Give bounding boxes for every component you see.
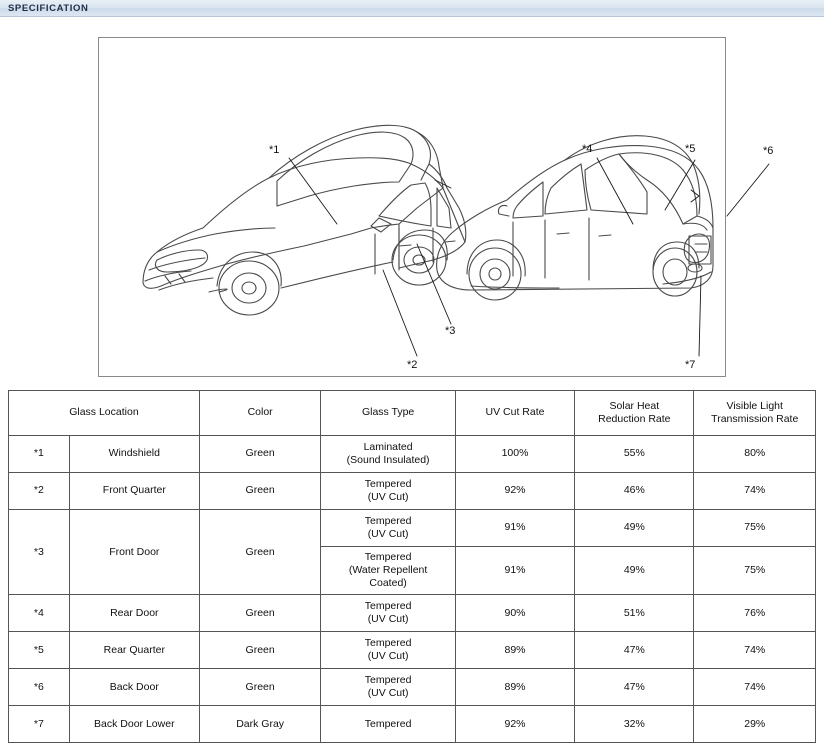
cell-color: Green [199,669,320,706]
vehicle-glass-diagram [98,37,774,377]
callout-label-3: *3 [445,325,456,337]
cell-ref: *2 [9,473,70,510]
glass-type-line1: Tempered [364,600,412,613]
table-row [9,669,816,706]
cell-uv-cut-rate: 92% [455,706,574,743]
cell-location: Rear Door [69,595,199,632]
column-header-uv-cut-rate: UV Cut Rate [455,391,574,436]
rear-door-glass [545,164,587,214]
callout-label-1: *1 [269,144,280,156]
cell-solar-heat-reduction-rate: 47% [575,669,694,706]
cell-location: Windshield [69,436,199,473]
page-title: SPECIFICATION [8,2,89,14]
glass-type-line2: (Sound Insulated) [346,454,430,466]
glass-type-line1: Tempered [364,514,412,527]
cell-location: Back Door [69,669,199,706]
cell-glass-type [321,547,456,595]
glass-specification-table [8,390,816,743]
glass-type-line3: Coated) [369,577,407,590]
cell-uv-cut-rate: 100% [455,436,574,473]
callout-label-4: *4 [582,143,593,155]
column-header-glass-type: Glass Type [321,391,456,436]
cell-color: Green [199,436,320,473]
column-header-glass-location: Glass Location [9,391,200,436]
callout-label-6: *6 [763,145,774,157]
front-wheel-left-car [219,261,279,315]
cell-ref: *3 [9,510,70,595]
front-door-glass [379,183,431,226]
table-row [9,595,816,632]
cell-solar-heat-reduction-rate: 47% [575,632,694,669]
visible-header-line2: Transmission Rate [711,413,799,425]
solar-header-line1: Solar Heat [609,399,660,412]
illustration-container [0,17,824,385]
cell-glass-type [321,510,456,547]
cell-location: Front Quarter [69,473,199,510]
cell-ref: *5 [9,632,70,669]
table-row [9,510,816,547]
cell-solar-heat-reduction-rate: 49% [575,547,694,595]
cell-ref: *6 [9,669,70,706]
column-header-visible-light-transmission-rate [694,391,816,436]
callout-label-7: *7 [685,359,696,371]
cell-visible-light-transmission-rate: 75% [694,547,816,595]
cell-glass-type [321,706,456,743]
cell-glass-type [321,595,456,632]
rear-wheel-right-car [653,248,697,296]
cell-color: Green [199,632,320,669]
rear-quarter-view-car [437,136,713,300]
rear-wheel-left-car [392,235,446,285]
cell-glass-type [321,436,456,473]
cell-solar-heat-reduction-rate: 46% [575,473,694,510]
spec-table-container [0,385,824,743]
cell-visible-light-transmission-rate: 74% [694,473,816,510]
glass-type-line2: (Water Repellent [348,564,428,577]
cell-color: Dark Gray [199,706,320,743]
cell-location: Rear Quarter [69,632,199,669]
front-door-glass-right-car [513,182,543,218]
cell-solar-heat-reduction-rate: 51% [575,595,694,632]
cell-glass-type [321,473,456,510]
back-door-lower-glass [689,236,711,264]
cell-uv-cut-rate: 89% [455,669,574,706]
cell-solar-heat-reduction-rate: 32% [575,706,694,743]
spec-header-bar [0,0,824,17]
glass-type-line2: (UV Cut) [367,491,409,503]
cell-location: Front Door [69,510,199,595]
cell-visible-light-transmission-rate: 75% [694,510,816,547]
glass-type-line1: Laminated [363,440,413,453]
callout-label-2: *2 [407,359,418,371]
cell-uv-cut-rate: 89% [455,632,574,669]
cell-ref: *4 [9,595,70,632]
cell-uv-cut-rate: 91% [455,510,574,547]
rear-quarter-glass [585,154,647,214]
cell-color: Green [199,595,320,632]
solar-header-line2: Reduction Rate [598,413,671,425]
callout-label-5: *5 [685,143,696,155]
glass-type-line2: (UV Cut) [367,650,409,663]
cell-color: Green [199,510,320,595]
glass-type-line1: Tempered [364,674,412,687]
cell-ref: *7 [9,706,70,743]
cell-solar-heat-reduction-rate: 49% [575,510,694,547]
cell-visible-light-transmission-rate: 74% [694,632,816,669]
cell-uv-cut-rate: 91% [455,547,574,595]
cell-color: Green [199,473,320,510]
table-header-row [9,391,816,436]
front-quarter-view-car [143,125,466,315]
cell-solar-heat-reduction-rate: 55% [575,436,694,473]
table-row [9,473,816,510]
glass-type-line1: Tempered [364,717,412,730]
glass-type-line1: Tempered [364,637,412,650]
cell-visible-light-transmission-rate: 76% [694,595,816,632]
cell-uv-cut-rate: 92% [455,473,574,510]
glass-type-line2: (UV Cut) [367,687,409,700]
vehicle-diagram-svg [99,38,774,376]
cell-glass-type [321,669,456,706]
column-header-color: Color [199,391,320,436]
cell-visible-light-transmission-rate: 29% [694,706,816,743]
table-row [9,632,816,669]
cell-visible-light-transmission-rate: 74% [694,669,816,706]
cell-glass-type [321,632,456,669]
glass-type-line2: (UV Cut) [367,528,409,540]
table-row [9,436,816,473]
glass-type-line1: Tempered [364,551,412,563]
glass-type-line2: (UV Cut) [367,613,409,626]
cell-location: Back Door Lower [69,706,199,743]
table-row [9,706,816,743]
visible-header-line1: Visible Light [726,399,783,412]
glass-type-line1: Tempered [364,477,412,490]
cell-ref: *1 [9,436,70,473]
rear-quarter-glass-left [437,188,451,228]
cell-visible-light-transmission-rate: 80% [694,436,816,473]
column-header-solar-heat-reduction-rate [575,391,694,436]
cell-uv-cut-rate: 90% [455,595,574,632]
